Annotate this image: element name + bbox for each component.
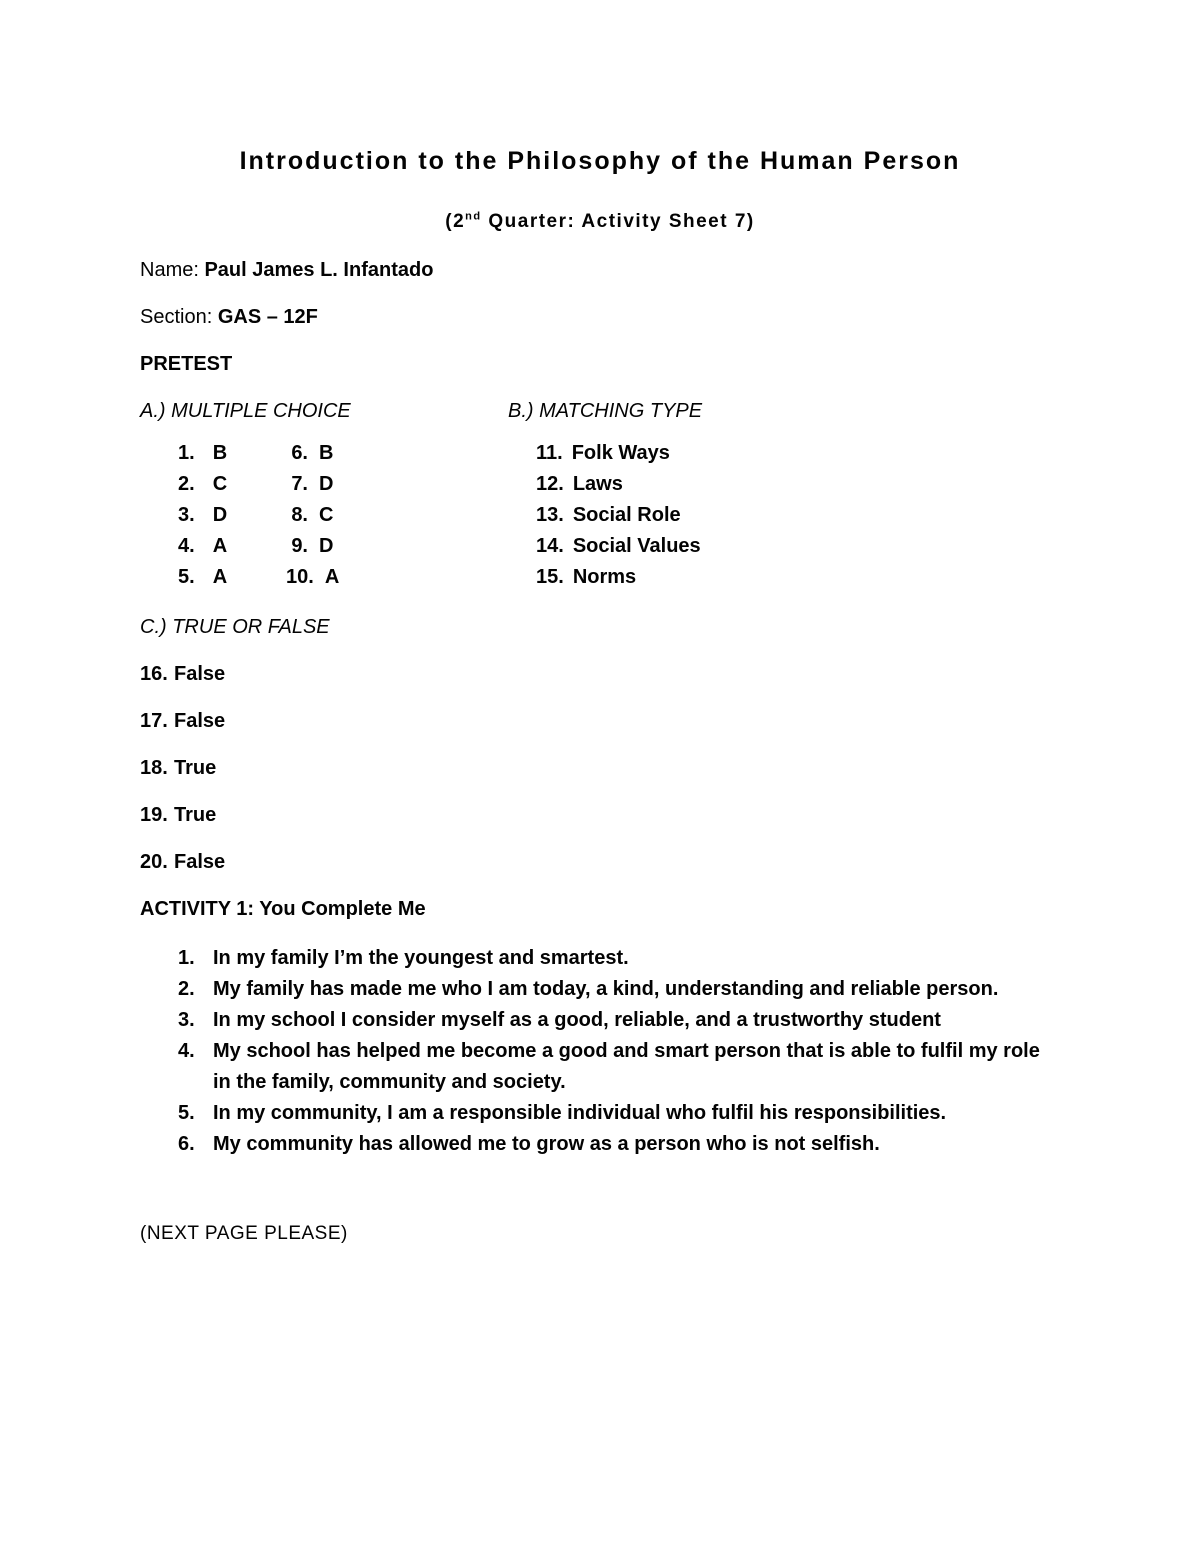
subtitle-rest: Quarter: Activity Sheet 7) [481, 211, 755, 232]
mc-answers-6-10 [286, 438, 339, 593]
activity-item [140, 974, 1060, 1005]
item-text: My school has helped me become a good and smart person that is able to fulfil my role in the family, community and society. [213, 1040, 1040, 1093]
mc-answer-row [178, 562, 286, 593]
item-number: 6. [178, 1133, 195, 1155]
activity-item [140, 1129, 1060, 1160]
item-answer: C [319, 504, 334, 526]
mc-answer-row [286, 438, 339, 469]
item-number: 5. [178, 566, 195, 588]
item-number: 7. [291, 473, 308, 495]
document-title: Introduction to the Philosophy of the Human Person [239, 147, 961, 175]
item-number: 4. [178, 535, 195, 557]
item-number: 15. [536, 566, 564, 588]
multiple-choice-column [140, 399, 508, 593]
item-number: 12. [536, 473, 564, 495]
item-answer: Folk Ways [571, 442, 670, 464]
name-line [140, 258, 1060, 282]
item-answer: B [212, 442, 228, 464]
mc-answer-row [178, 500, 286, 531]
true-false-row [140, 709, 1060, 733]
item-answer: False [174, 851, 226, 873]
activity-item [140, 943, 1060, 974]
true-false-row [140, 662, 1060, 686]
document-subtitle [140, 210, 1060, 234]
matching-answer-row [536, 531, 1060, 562]
item-number: 8. [291, 504, 308, 526]
item-answer: Norms [572, 566, 637, 588]
item-number: 10. [286, 566, 314, 588]
part-a-heading: A.) MULTIPLE CHOICE [140, 400, 351, 422]
mc-answers-1-5 [140, 438, 286, 593]
item-number: 4. [178, 1040, 195, 1062]
item-answer: A [212, 566, 228, 588]
item-number: 2. [178, 473, 195, 495]
activity1-list [140, 943, 1060, 1160]
item-answer: A [212, 535, 228, 557]
mc-answer-row [286, 531, 339, 562]
item-text: In my community, I am a responsible individual who fulfil his responsibilities. [213, 1102, 947, 1124]
item-number: 2. [178, 978, 195, 1000]
activity-item [140, 1005, 1060, 1036]
item-number: 6. [291, 442, 308, 464]
mc-answer-row [178, 438, 286, 469]
item-number: 13. [536, 504, 564, 526]
true-false-row [140, 756, 1060, 780]
item-answer: B [319, 442, 334, 464]
item-text: My community has allowed me to grow as a person who is not selfish. [213, 1133, 880, 1155]
subtitle-open: (2 [445, 211, 466, 232]
name-value: Paul James L. Infantado [204, 259, 434, 281]
section-value: GAS – 12F [217, 306, 318, 328]
activity1-heading: ACTIVITY 1: You Complete Me [140, 898, 426, 920]
true-false-row [140, 803, 1060, 827]
item-number: 14. [536, 535, 564, 557]
true-false-row [140, 850, 1060, 874]
matching-answer-row [536, 500, 1060, 531]
item-number: 17. [140, 710, 168, 732]
name-label: Name: [140, 259, 199, 281]
multiple-choice-lists [140, 438, 508, 593]
item-number: 16. [140, 663, 168, 685]
mc-answer-row [178, 469, 286, 500]
item-answer: True [174, 757, 217, 779]
item-number: 3. [178, 1009, 195, 1031]
item-answer: D [212, 504, 228, 526]
mc-answer-row [286, 469, 339, 500]
item-answer: C [212, 473, 228, 495]
part-b-heading: B.) MATCHING TYPE [508, 400, 703, 422]
matching-answer-row [536, 562, 1060, 593]
item-number: 18. [140, 757, 168, 779]
section-line [140, 305, 1060, 329]
matching-answers-11-15 [508, 438, 1060, 593]
matching-type-column [508, 399, 1060, 593]
item-answer: Laws [572, 473, 623, 495]
subtitle-ordinal: nd [465, 210, 482, 223]
mc-answer-row [286, 562, 339, 593]
section-label: Section: [140, 306, 213, 328]
mc-answer-row [178, 531, 286, 562]
item-answer: False [174, 663, 226, 685]
item-answer: False [174, 710, 226, 732]
item-answer: A [324, 566, 340, 588]
next-page-note: (NEXT PAGE PLEASE) [140, 1223, 348, 1244]
item-number: 9. [291, 535, 308, 557]
matching-answer-row [536, 469, 1060, 500]
item-number: 5. [178, 1102, 195, 1124]
mc-answer-row [286, 500, 339, 531]
item-number: 11. [536, 442, 563, 464]
pretest-heading: PRETEST [140, 353, 233, 375]
item-number: 1. [178, 442, 195, 464]
item-number: 20. [140, 851, 168, 873]
pretest-section [140, 399, 1060, 593]
item-answer: True [174, 804, 217, 826]
part-c-heading: C.) TRUE OR FALSE [140, 616, 330, 638]
item-answer: Social Values [572, 535, 701, 557]
item-number: 3. [178, 504, 195, 526]
item-number: 19. [140, 804, 168, 826]
item-text: In my school I consider myself as a good, reliable, and a trustworthy student [213, 1009, 941, 1031]
matching-answer-row [536, 438, 1060, 469]
activity-item [140, 1036, 1060, 1098]
item-text: In my family I’m the youngest and smartest. [213, 947, 629, 969]
item-text: My family has made me who I am today, a kind, understanding and reliable person. [213, 978, 999, 1000]
item-answer: Social Role [572, 504, 681, 526]
item-answer: D [319, 535, 334, 557]
activity-item [140, 1098, 1060, 1129]
item-answer: D [319, 473, 334, 495]
item-number: 1. [178, 947, 195, 969]
